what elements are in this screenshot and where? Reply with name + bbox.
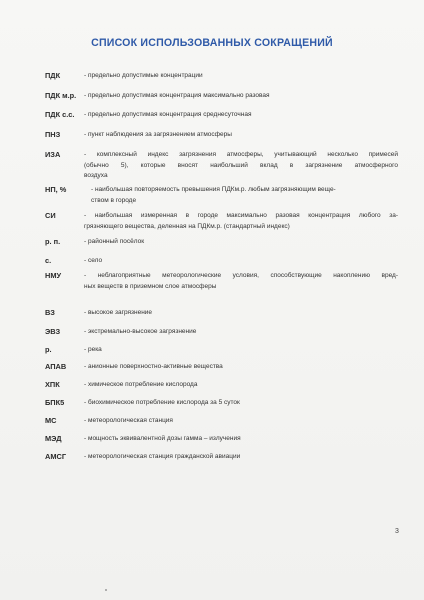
abbreviation-definition (84, 110, 398, 121)
abbreviation-term: ПДК м.р. (45, 91, 77, 100)
abbreviation-term: АПАВ (45, 362, 67, 371)
definition-line: - экстремально-высокое загрязнение (84, 328, 197, 335)
definition-line: - высокое загрязнение (84, 309, 153, 316)
abbreviation-definition (84, 452, 398, 463)
definition-line: - наибольшая повторяемость превышения ПДКм.р. любым загрязняющим веще- (91, 186, 336, 193)
definition-line: - село (84, 257, 103, 264)
page-number: 3 (395, 528, 399, 535)
abbreviation-definition (84, 150, 398, 182)
abbreviation-term: ИЗА (45, 150, 61, 159)
abbreviation-definition (84, 71, 398, 82)
abbreviation-definition (84, 185, 398, 206)
abbreviation-definition (84, 91, 398, 102)
abbreviation-term: БПК5 (45, 398, 65, 407)
abbreviation-term: ПДК с.с. (45, 110, 75, 119)
abbreviation-definition (84, 237, 398, 248)
abbreviation-term: СИ (45, 211, 56, 220)
abbreviation-definition (84, 271, 398, 292)
abbreviation-definition (84, 416, 398, 427)
abbreviation-definition (84, 256, 398, 267)
abbreviation-term: АМСГ (45, 452, 67, 461)
abbreviation-definition (84, 362, 398, 373)
abbreviation-term: ПДК (45, 71, 61, 80)
definition-line: воздуха (84, 172, 108, 180)
abbreviation-term: МЭД (45, 434, 62, 443)
definition-line: - районный посёлок (84, 238, 145, 245)
abbreviation-term: с. (45, 256, 52, 265)
abbreviation-term: ХПК (45, 380, 60, 389)
definition-line: - река (84, 346, 102, 353)
abbreviation-definition (84, 380, 398, 391)
definition-line: - метеорологическая станция гражданской авиации (84, 453, 241, 460)
definition-line: - химическое потребление кислорода (84, 381, 198, 388)
definition-line: - неблагоприятные метеорологические условия, способствующие накоплению вред- (84, 272, 398, 279)
abbreviation-term: НМУ (45, 271, 62, 280)
abbreviation-definition (84, 308, 398, 319)
scan-speck (105, 589, 107, 591)
abbreviation-definition (84, 211, 398, 232)
abbreviation-term: р. п. (45, 237, 61, 246)
definition-line: - пункт наблюдения за загрязнением атмосферы (84, 131, 232, 138)
definition-line: ством в городе (91, 196, 137, 204)
abbreviation-definition (84, 434, 398, 445)
definition-line: - метеорологическая станция (84, 417, 173, 424)
definition-line: грязняющего вещества, деленная на ПДКм.р. (стандартный индекс) (84, 222, 290, 230)
abbreviation-term: ВЗ (45, 308, 55, 317)
definition-line: - предельно допустимая концентрация максимально разовая (84, 92, 270, 99)
abbreviation-term: МС (45, 416, 57, 425)
abbreviation-definition (84, 398, 398, 409)
definition-line: (обычно 5), которые вносят наибольший вклад в загрязнение атмосферного (84, 161, 398, 169)
definition-line: - комплексный индекс загрязнения атмосферы, учитывающий несколько примесей (84, 151, 398, 158)
abbreviation-definition (84, 130, 398, 141)
page-title: СПИСОК ИСПОЛЬЗОВАННЫХ СОКРАЩЕНИЙ (91, 37, 333, 49)
abbreviation-definition (84, 345, 398, 356)
definition-line: - наибольшая измеренная в городе максимально разовая концентрация любого за- (84, 212, 398, 219)
abbreviation-term: ПНЗ (45, 130, 61, 139)
definition-line: - предельно допустимая концентрация среднесуточная (84, 111, 252, 118)
definition-line: - биохимическое потребление кислорода за 5 суток (84, 399, 240, 406)
definition-line: - предельно допустимые концентрации (84, 72, 203, 79)
definition-line: - анионные поверхностно-активные вещества (84, 363, 223, 370)
abbreviation-term: р. (45, 345, 52, 354)
definition-line: - мощность эквивалентной дозы гамма – излучения (84, 435, 241, 442)
abbreviation-definition (84, 327, 398, 338)
abbreviation-term: НП, % (45, 185, 67, 194)
abbreviation-term: ЭВЗ (45, 327, 61, 336)
definition-line: ных веществ в приземном слое атмосферы (84, 282, 217, 290)
